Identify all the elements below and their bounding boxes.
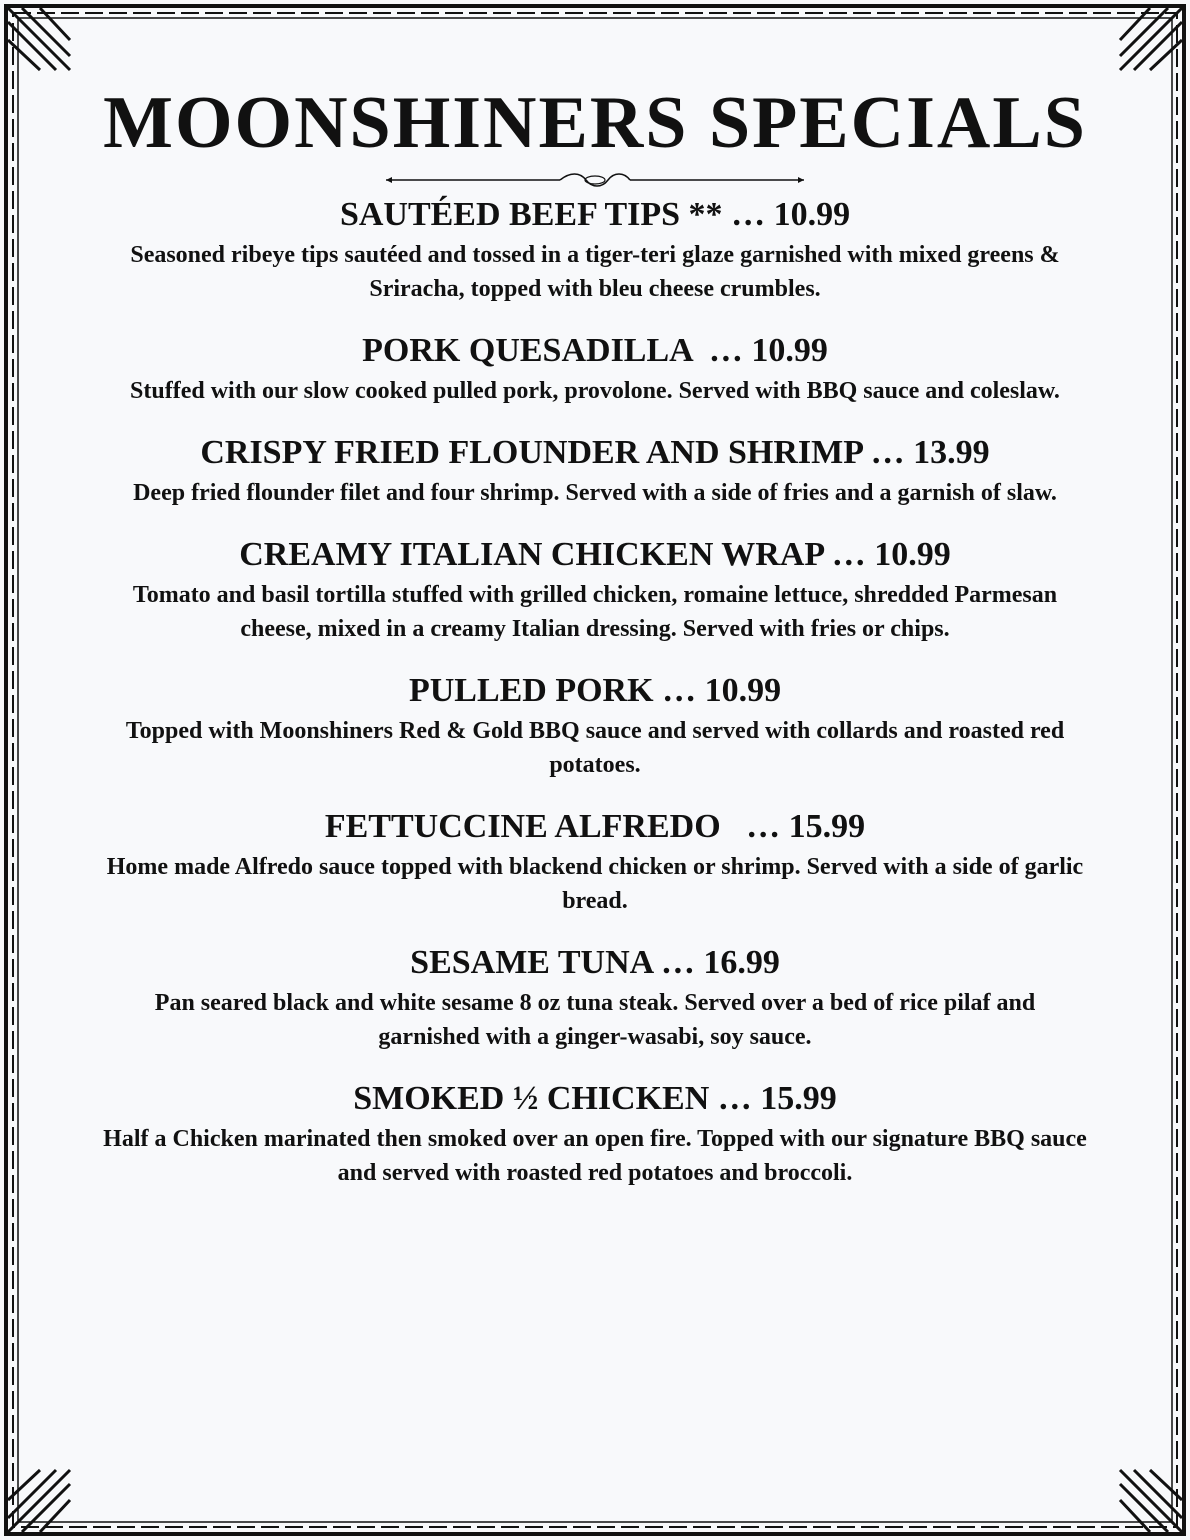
item-price: 10.99: [874, 536, 951, 573]
item-separator: …: [653, 672, 705, 709]
menu-title: MOONSHINERS SPECIALS: [103, 82, 1087, 164]
item-description: Seasoned ribeye tips sautéed and tossed in a tiger-teri glaze garnished with mixed greens & Sriracha, topped with bleu cheese crumbles.: [130, 242, 1060, 302]
menu-item: [95, 430, 1095, 510]
item-name: SAUTÉED BEEF TIPS **: [339, 196, 723, 233]
item-name: CREAMY ITALIAN CHICKEN WRAP: [239, 536, 824, 573]
item-price: 15.99: [760, 1080, 837, 1117]
item-name: FETTUCCINE ALFREDO: [324, 808, 738, 845]
item-description: Home made Alfredo sauce topped with blackend chicken or shrimp. Served with a side of garlic bread.: [106, 854, 1084, 914]
item-separator: …: [823, 536, 875, 573]
item-separator: …: [722, 196, 774, 233]
item-name: PULLED PORK: [408, 672, 654, 709]
item-price: 13.99: [913, 434, 990, 471]
item-heading: [95, 668, 1095, 714]
item-heading: [95, 940, 1095, 986]
item-heading: [95, 192, 1095, 238]
item-price: 10.99: [751, 332, 828, 369]
item-description: Topped with Moonshiners Red & Gold BBQ sauce and served with collards and roasted red potatoes.: [125, 718, 1065, 778]
menu-items-list: [95, 192, 1095, 1212]
item-price: 16.99: [703, 944, 780, 981]
menu-item: [95, 192, 1095, 306]
item-description: Pan seared black and white sesame 8 oz tuna steak. Served over a bed of rice pilaf and garnished with a ginger-wasabi, soy sauce.: [154, 990, 1036, 1050]
item-description: Deep fried flounder filet and four shrimp. Served with a side of fries and a garnish of slaw.: [133, 480, 1057, 506]
item-description: Stuffed with our slow cooked pulled pork, provolone. Served with BBQ sauce and coleslaw.: [130, 378, 1060, 404]
item-name: SESAME TUNA: [410, 944, 653, 981]
item-separator: …: [862, 434, 914, 471]
menu-item: [95, 668, 1095, 782]
item-heading: [95, 328, 1095, 374]
ornament-divider-icon: [380, 168, 810, 192]
menu-item: [95, 532, 1095, 646]
menu-item: [95, 940, 1095, 1054]
menu-item: [95, 1076, 1095, 1190]
item-separator: …: [652, 944, 704, 981]
item-name: CRISPY FRIED FLOUNDER AND SHRIMP: [200, 434, 863, 471]
item-separator: …: [709, 1080, 761, 1117]
item-heading: [95, 804, 1095, 850]
item-description: Tomato and basil tortilla stuffed with grilled chicken, romaine lettuce, shredded Parmesan cheese, mixed in a creamy Italian dressing. Served with fries or chips.: [132, 582, 1058, 642]
item-name: PORK QUESADILLA: [362, 332, 701, 369]
item-heading: [95, 430, 1095, 476]
item-separator: …: [737, 808, 789, 845]
item-separator: …: [700, 332, 752, 369]
item-name: SMOKED ½ CHICKEN: [353, 1080, 710, 1117]
menu-item: [95, 328, 1095, 408]
item-heading: [95, 532, 1095, 578]
menu-item: [95, 804, 1095, 918]
item-price: 15.99: [788, 808, 866, 845]
item-price: 10.99: [704, 672, 782, 709]
item-heading: [95, 1076, 1095, 1122]
item-price: 10.99: [773, 196, 851, 233]
item-description: Half a Chicken marinated then smoked over an open fire. Topped with our signature BBQ sauce and served with roasted red potatoes and broccoli.: [103, 1126, 1087, 1186]
